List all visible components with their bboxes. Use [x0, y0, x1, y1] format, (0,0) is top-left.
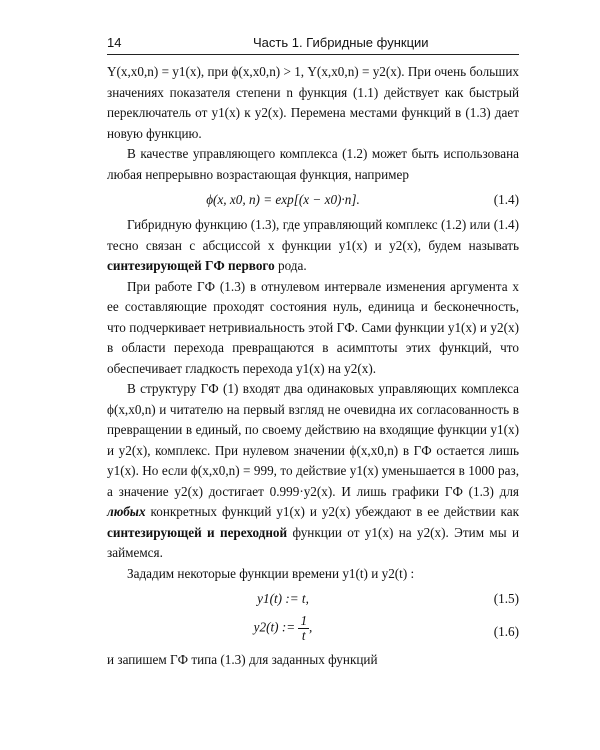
paragraph-3-text-b: рода.: [277, 258, 307, 273]
equation-1-6-expr: y2(t) := $\frac{1}{t}$ ,: [253, 613, 313, 643]
paragraph-4: При работе ГФ (1.3) в отнулевом интервале изменения аргумента x ее составляющие проходят состояния нуль, единица и бесконечность, что подчеркивает нетривиальность этой ГФ. Сами функции y1(x) и y2(x) в области перехода превращаются в асимптоты этих функций, что обеспечивает гладкость перехода y1(x) на y2(x).: [107, 278, 519, 376]
equation-1-5-number: (1.5): [493, 591, 519, 606]
equation-1-6-number: (1.6): [493, 624, 519, 639]
equation-1-6: [107, 614, 519, 648]
fraction-numerator: 1: [300, 613, 308, 628]
equation-1-5: [107, 586, 519, 612]
paragraph-5-bold-italic: любых: [107, 504, 146, 519]
paragraph-3-bold-term: синтезирующей ГФ первого: [107, 258, 275, 273]
paragraph-2: В качестве управляющего комплекса (1.2) может быть использована любая непрерывно возрастающая функция, например: [107, 146, 519, 182]
paragraph-3-text-a: Гибридную функцию (1.3), где управляющий комплекс (1.2) или (1.4) тесно связан с абсциссой x функции y1(x) и y2(x), будем называть: [107, 217, 519, 253]
chapter-title: Часть 1. Гибридные функции: [253, 35, 429, 50]
page-number: 14: [107, 35, 122, 50]
fraction-denominator: t: [301, 628, 306, 643]
paragraph-5-text-a: В структуру ГФ (1) входят два одинаковых управляющих комплекса ϕ(x,x0,n) и читателю на первый взгляд не очевидна их согласованность в превращении в единый, по своему действию на входящие функции y1(x) и y2(x), комплекс. При нулевом значении ϕ(x,x0,n) в ГФ остается лишь y1(x). Но если ϕ(x,x0,n) = 999, то действие y1(x) уменьшается в 1000 раз, а значение y2(x) достигает 0.999·y2(x). И лишь графики ГФ (1.3) для: [107, 381, 519, 499]
running-header: [107, 32, 519, 55]
paragraph-5-bold-term: синтезирующей и переходной: [107, 524, 288, 540]
equation-1-6-lhs: y2(t) :=: [253, 619, 296, 635]
equation-1-4: [107, 187, 519, 213]
equation-1-6-fraction: [298, 614, 309, 643]
paragraph-5-text-c: функции от y1(x) на y2(x). Этим мы и займемся.: [107, 524, 520, 560]
paragraph-6: Зададим некоторые функции времени y1(t) и y2(t) :: [127, 565, 415, 581]
equation-1-4-number: (1.4): [493, 192, 519, 207]
equation-1-4-expr: ϕ(x, x0, n) = exp[(x − x0)·n].: [206, 192, 360, 207]
equation-1-5-expr: y1(t) := t,: [257, 591, 309, 606]
paragraph-1: Y(x,x0,n) = y1(x), при ϕ(x,x0,n) > 1, Y(x,x0,n) = y2(x). При очень больших значениях показателя степени n функция (1.1) действует как быстрый переключатель от y1(x) к y2(x). Перемена местами функций в (1.3) дает новую функцию.: [107, 64, 519, 141]
paragraph-5: [107, 379, 519, 564]
paragraph-3: [107, 215, 519, 277]
paragraph-7: и запишем ГФ типа (1.3) для заданных функций: [107, 652, 378, 667]
paragraph-5-text-b: конкретных функций y1(x) и y2(x) убеждают в ее действии как: [150, 504, 520, 519]
page-body: [107, 62, 519, 671]
